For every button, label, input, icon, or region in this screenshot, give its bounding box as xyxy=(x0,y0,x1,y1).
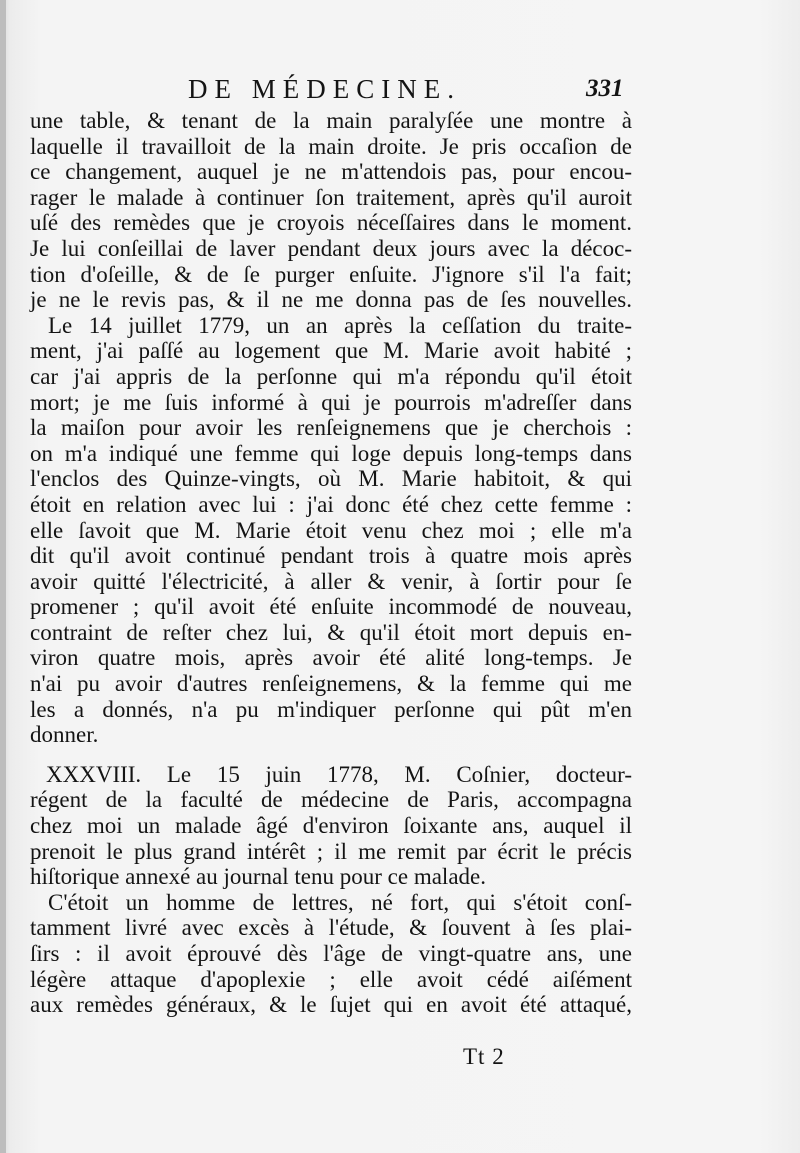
text-line: rager le malade à continuer ſon traitement, après qu'il auroit xyxy=(30,184,632,210)
text-line: Je lui conſeillai de laver pendant deux jours avec la décoc- xyxy=(30,235,632,261)
text-line: promener ; qu'il avoit été enſuite incommodé de nouveau, xyxy=(30,594,632,620)
paragraph xyxy=(30,890,632,916)
page-gutter-shadow xyxy=(0,0,6,1153)
text-line: aux remèdes généraux, & le ſujet qui en avoit été attaqué, xyxy=(30,992,632,1018)
text-line: dit qu'il avoit continué pendant trois à quatre mois après xyxy=(30,543,632,569)
text-line: avoir quitté l'électricité, à aller & venir, à ſortir pour ſe xyxy=(30,568,632,594)
running-title: DE MÉDECINE. xyxy=(188,74,461,104)
text-line: C'étoit un homme de lettres, né fort, qui s'étoit conſ- xyxy=(48,889,632,915)
text-line: contraint de reſter chez lui, & qu'il étoit mort depuis en- xyxy=(30,619,632,645)
paragraph-continued xyxy=(30,787,632,889)
signature-mark: Tt 2 xyxy=(463,1044,505,1069)
text-line: ce changement, auquel je ne m'attendois pas, pour encou- xyxy=(30,159,632,185)
text-line: une table, & tenant de la main paralyſée une montre à xyxy=(30,108,632,133)
text-line: ment, j'ai paſſé au logement que M. Marie avoit habité ; xyxy=(30,338,632,364)
paragraph-continued xyxy=(30,338,632,748)
text-line: je ne le revis pas, & il ne me donna pas de ſes nouvelles. xyxy=(30,287,632,313)
page-number: 331 xyxy=(586,75,624,102)
paragraph xyxy=(30,313,632,339)
text-line: l'enclos des Quinze-vingts, où M. Marie habitoit, & qui xyxy=(30,466,632,492)
text-line: mort; je me ſuis informé à qui je pourrois m'adreſſer dans xyxy=(30,389,632,415)
paragraph-spacer xyxy=(30,748,632,762)
text-line: n'ai pu avoir d'autres renſeignemens, & la femme qui me xyxy=(30,671,632,697)
text-line: chez moi un malade âgé d'environ ſoixante ans, auquel il xyxy=(30,813,632,839)
paragraph xyxy=(30,108,632,313)
text-line: ſirs : il avoit éprouvé dès l'âge de vingt-quatre ans, une xyxy=(30,941,632,966)
text-line: tamment livré avec excès à l'étude, & ſouvent à ſes plai- xyxy=(30,915,632,941)
text-line: tion d'oſeille, & de ſe purger enſuite. J'ignore s'il l'a fait; xyxy=(30,261,632,287)
text-line: on m'a indiqué une femme qui loge depuis long-temps dans xyxy=(30,440,632,466)
text-line: légère attaque d'apoplexie ; elle avoit cédé aiſément xyxy=(30,966,632,992)
text-line: car j'ai appris de la perſonne qui m'a répondu qu'il étoit xyxy=(30,363,632,389)
text-line: régent de la faculté de médecine de Paris, accompagna xyxy=(30,787,632,813)
body-text xyxy=(30,108,632,1018)
text-line: prenoit le plus grand intérêt ; il me remit par écrit le précis xyxy=(30,838,632,864)
running-head xyxy=(0,72,800,106)
paragraph xyxy=(30,762,632,788)
text-line: laquelle il travailloit de la main droite. Je pris occaſion de xyxy=(30,133,632,159)
section-heading-line: XXXVIII. Le 15 juin 1778, M. Coſnier, docteur- xyxy=(46,761,632,787)
text-line: hiſtorique annexé au journal tenu pour ce malade. xyxy=(30,864,486,890)
text-line: donner. xyxy=(30,722,99,748)
text-line: Le 14 juillet 1779, un an après la ceſſation du traite- xyxy=(48,312,632,338)
text-line: la maiſon pour avoir les renſeignemens que je cherchois : xyxy=(30,415,632,441)
text-line: étoit en relation avec lui : j'ai donc été chez cette femme : xyxy=(30,491,632,517)
text-line: uſé des remèdes que je croyois néceſſaires dans le moment. xyxy=(30,210,632,236)
text-line: viron quatre mois, après avoir été alité long-temps. Je xyxy=(30,645,632,671)
text-line: elle ſavoit que M. Marie étoit venu chez moi ; elle m'a xyxy=(30,517,632,543)
paragraph-continued xyxy=(30,915,632,1017)
text-line: les a donnés, n'a pu m'indiquer perſonne qui pût m'en xyxy=(30,696,632,722)
